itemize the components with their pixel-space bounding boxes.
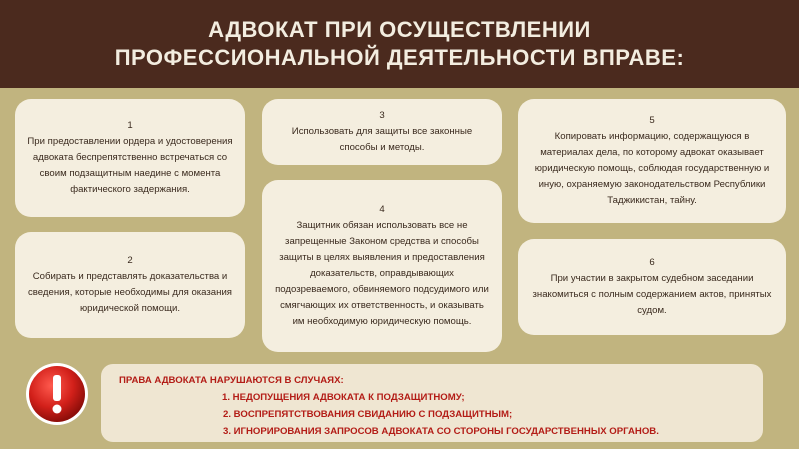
card-text: Использовать для защиты все законные способы и методы. (291, 126, 473, 153)
right-card-3 (262, 99, 502, 165)
violation-item: 2. ВОСПРЕПЯТСТВОВАНИЯ СВИДАНИЮ С ПОДЗАЩИТНЫМ; (223, 409, 513, 420)
violations-panel (101, 364, 763, 442)
title-line-2: ПРОФЕССИОНАЛЬНОЙ ДЕЯТЕЛЬНОСТИ ВПРАВЕ: (114, 45, 685, 70)
right-card-6 (518, 239, 786, 335)
right-card-1 (15, 99, 245, 217)
title-line-1: АДВОКАТ ПРИ ОСУЩЕСТВЛЕНИИ (208, 17, 591, 42)
card-number: 3 (379, 110, 385, 121)
card-number: 4 (379, 204, 385, 215)
card-text: При предоставлении ордера и удостоверения адвоката беспрепятственно встречаться со своим подзащитным наедине с момента фактического задержания. (27, 136, 233, 195)
violation-item: 1. НЕДОПУЩЕНИЯ АДВОКАТА К ПОДЗАЩИТНОМУ; (222, 392, 465, 403)
right-card-5 (518, 99, 786, 223)
violations-title: ПРАВА АДВОКАТА НАРУШАЮТСЯ В СЛУЧАЯХ: (119, 375, 344, 386)
card-text: Защитник обязан использовать все не запрещенные Законом средства и способы защиты в целях выявления и предоставления доказательств, оправдывающих подозреваемого, обвиняемого подсудимого или смягчающих их ответственность, и оказывать им необходимую юридическую помощь. (275, 220, 489, 327)
card-text: Собирать и представлять доказательства и сведения, которые необходимы для оказания юридической помощи. (28, 271, 232, 314)
card-text: При участии в закрытом судебном заседании знакомиться с полным содержанием актов, принятых судом. (532, 273, 772, 316)
violation-item: 3. ИГНОРИРОВАНИЯ ЗАПРОСОВ АДВОКАТА СО СТОРОНЫ ГОСУДАРСТВЕННЫХ ОРГАНОВ. (223, 426, 659, 437)
card-number: 2 (127, 255, 133, 266)
card-number: 5 (649, 115, 655, 126)
card-number: 1 (127, 120, 133, 131)
exclamation-alert-icon (25, 362, 89, 426)
card-number: 6 (649, 257, 655, 268)
card-text: Копировать информацию, содержащуюся в материалах дела, по которому адвокат оказывает юридическую помощь, соблюдая государственную и иную, охраняемую законодательством Республики Таджикистан, тайну. (534, 131, 770, 206)
right-card-2 (15, 232, 245, 338)
right-card-4 (262, 180, 502, 352)
title-banner (0, 0, 799, 88)
